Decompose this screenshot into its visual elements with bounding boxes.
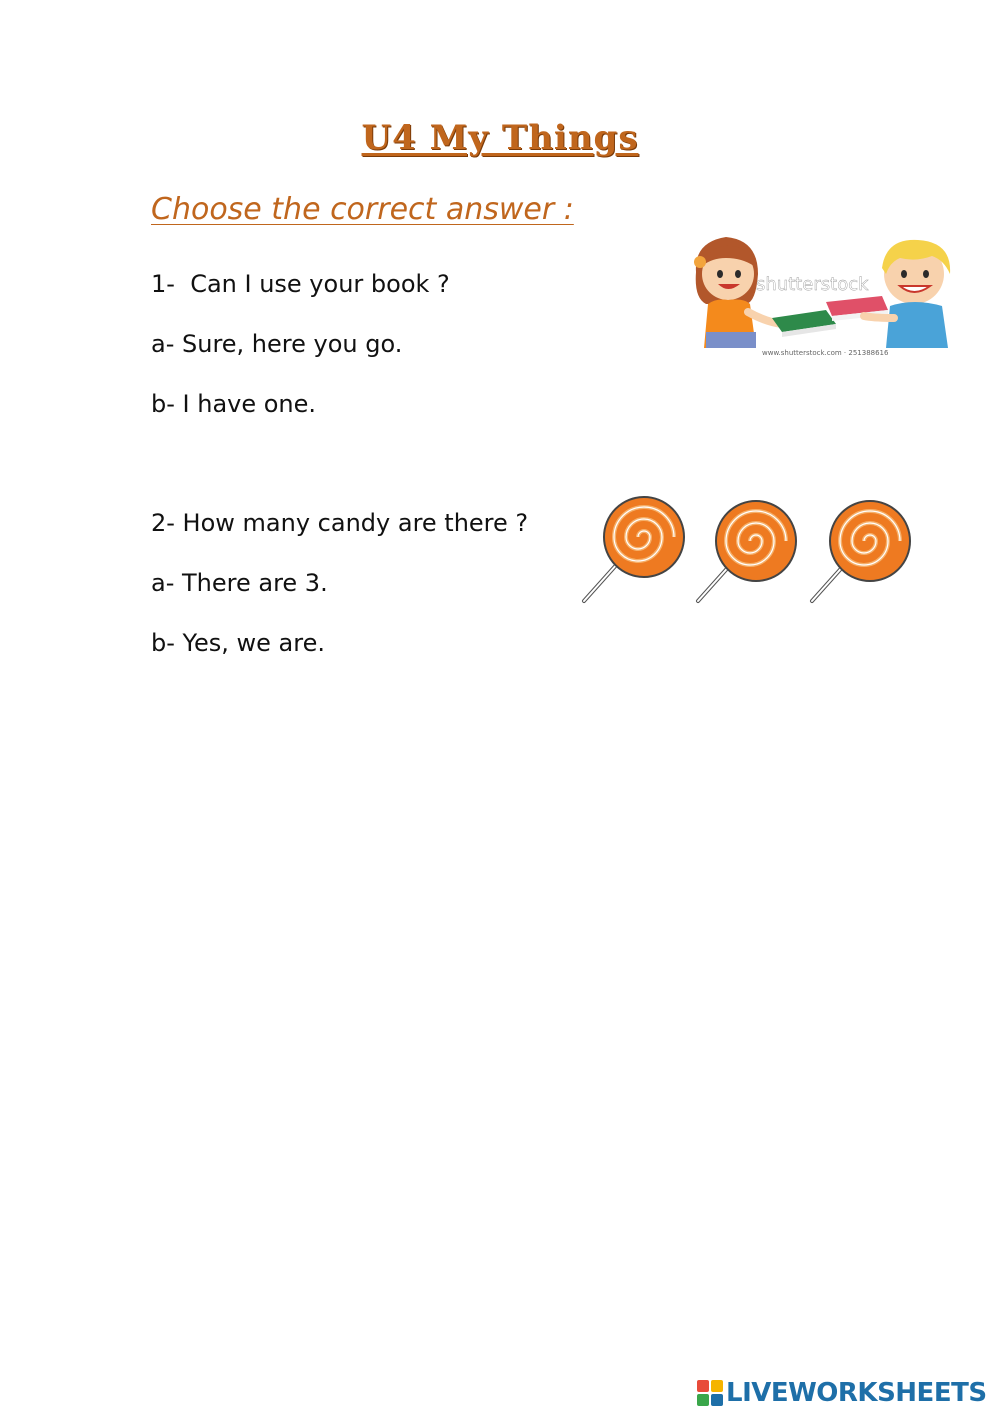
kids-sharing-book-image xyxy=(686,222,962,358)
page-title xyxy=(0,118,1000,158)
lollipop-3 xyxy=(812,501,910,601)
question-2-prompt: 2- How many candy are there ? xyxy=(151,509,529,537)
lollipop-2 xyxy=(698,501,796,601)
question-2-option-a[interactable]: a- There are 3. xyxy=(151,569,328,597)
image-caption: www.shutterstock.com · 251388616 xyxy=(762,349,889,357)
liveworksheets-brand-text: LIVEWORKSHEETS xyxy=(726,1378,987,1408)
question-2-option-b[interactable]: b- Yes, we are. xyxy=(151,629,325,657)
lollipops-image xyxy=(578,495,920,607)
lollipop-1 xyxy=(584,497,684,601)
watermark-text: shutterstock xyxy=(756,274,869,295)
liveworksheets-logo-icon xyxy=(697,1380,723,1406)
question-1-option-b[interactable]: b- I have one. xyxy=(151,390,317,418)
question-1-prompt: 1- Can I use your book ? xyxy=(151,270,450,298)
question-1-option-a[interactable]: a- Sure, here you go. xyxy=(151,330,403,358)
page-title-text: U4 My Things xyxy=(361,118,639,158)
liveworksheets-logo xyxy=(697,1378,987,1408)
instruction-text: Choose the correct answer : xyxy=(151,192,574,227)
